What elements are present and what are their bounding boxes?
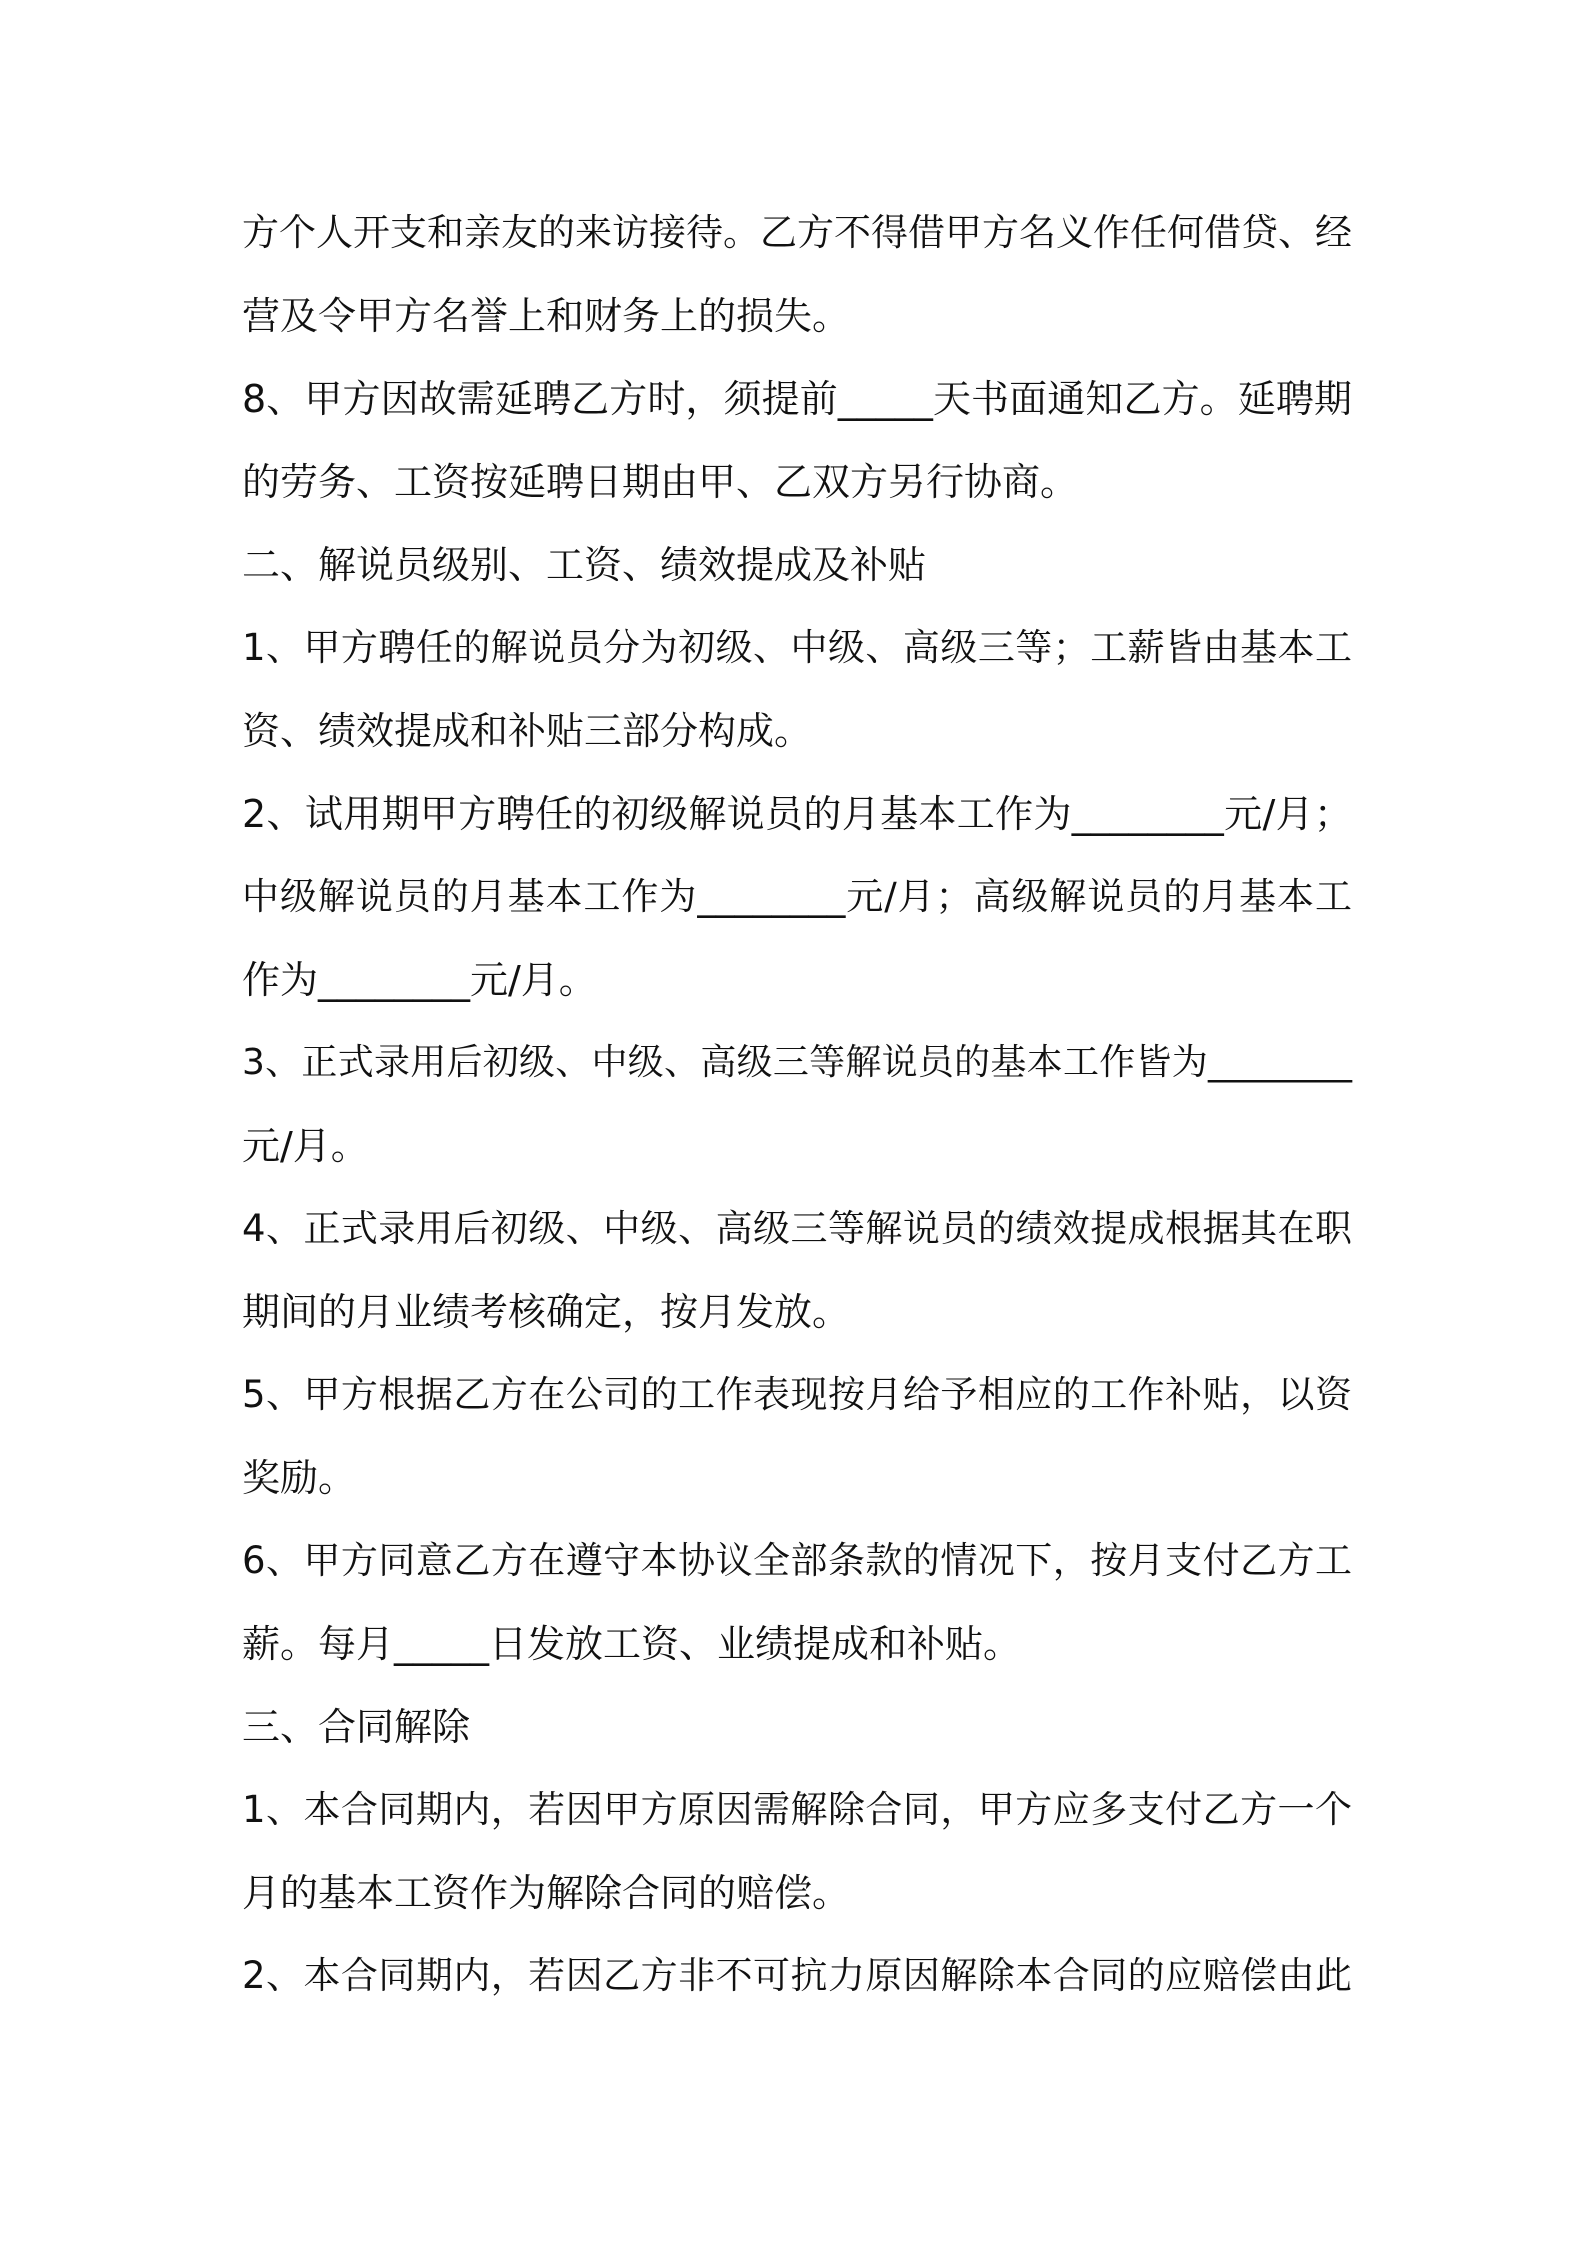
text-line: 营及令甲方名誉上和财务上的损失。 <box>242 294 851 338</box>
text-line: 中级解说员的月基本工作为________元/月；高级解说员的月基本工 <box>242 875 1352 918</box>
text-line: 资、绩效提成和补贴三部分构成。 <box>242 709 813 753</box>
text-line: 元/月。 <box>242 1124 369 1168</box>
text-line: 8、甲方因故需延聘乙方时，须提前_____天书面通知乙方。延聘期 <box>242 377 1352 421</box>
text-line: 1、甲方聘任的解说员分为初级、中级、高级三等；工薪皆由基本工 <box>242 626 1352 669</box>
text-line: 作为________元/月。 <box>242 958 597 1002</box>
text-line: 期间的月业绩考核确定，按月发放。 <box>242 1290 851 1334</box>
section-heading: 三、合同解除 <box>242 1705 471 1749</box>
text-line: 的劳务、工资按延聘日期由甲、乙双方另行协商。 <box>242 460 1079 504</box>
text-line: 4、正式录用后初级、中级、高级三等解说员的绩效提成根据其在职 <box>242 1207 1352 1250</box>
text-line: 奖励。 <box>242 1456 357 1500</box>
text-line: 6、甲方同意乙方在遵守本协议全部条款的情况下，按月支付乙方工 <box>242 1539 1352 1582</box>
text-line: 1、本合同期内，若因甲方原因需解除合同，甲方应多支付乙方一个 <box>242 1788 1352 1831</box>
text-line: 2、本合同期内，若因乙方非不可抗力原因解除本合同的应赔偿由此 <box>242 1954 1352 1997</box>
document-body <box>242 205 1352 2031</box>
text-line: 方个人开支和亲友的来访接待。乙方不得借甲方名义作任何借贷、经 <box>242 211 1352 254</box>
text-line: 5、甲方根据乙方在公司的工作表现按月给予相应的工作补贴，以资 <box>242 1373 1352 1416</box>
text-line: 2、试用期甲方聘任的初级解说员的月基本工作为________元/月； <box>242 792 1352 836</box>
text-line: 3、正式录用后初级、中级、高级三等解说员的基本工作皆为________ <box>242 1042 1352 1083</box>
text-line: 薪。每月_____日发放工资、业绩提成和补贴。 <box>242 1622 1022 1666</box>
text-line: 月的基本工资作为解除合同的赔偿。 <box>242 1871 851 1915</box>
section-heading: 二、解说员级别、工资、绩效提成及补贴 <box>242 543 927 587</box>
